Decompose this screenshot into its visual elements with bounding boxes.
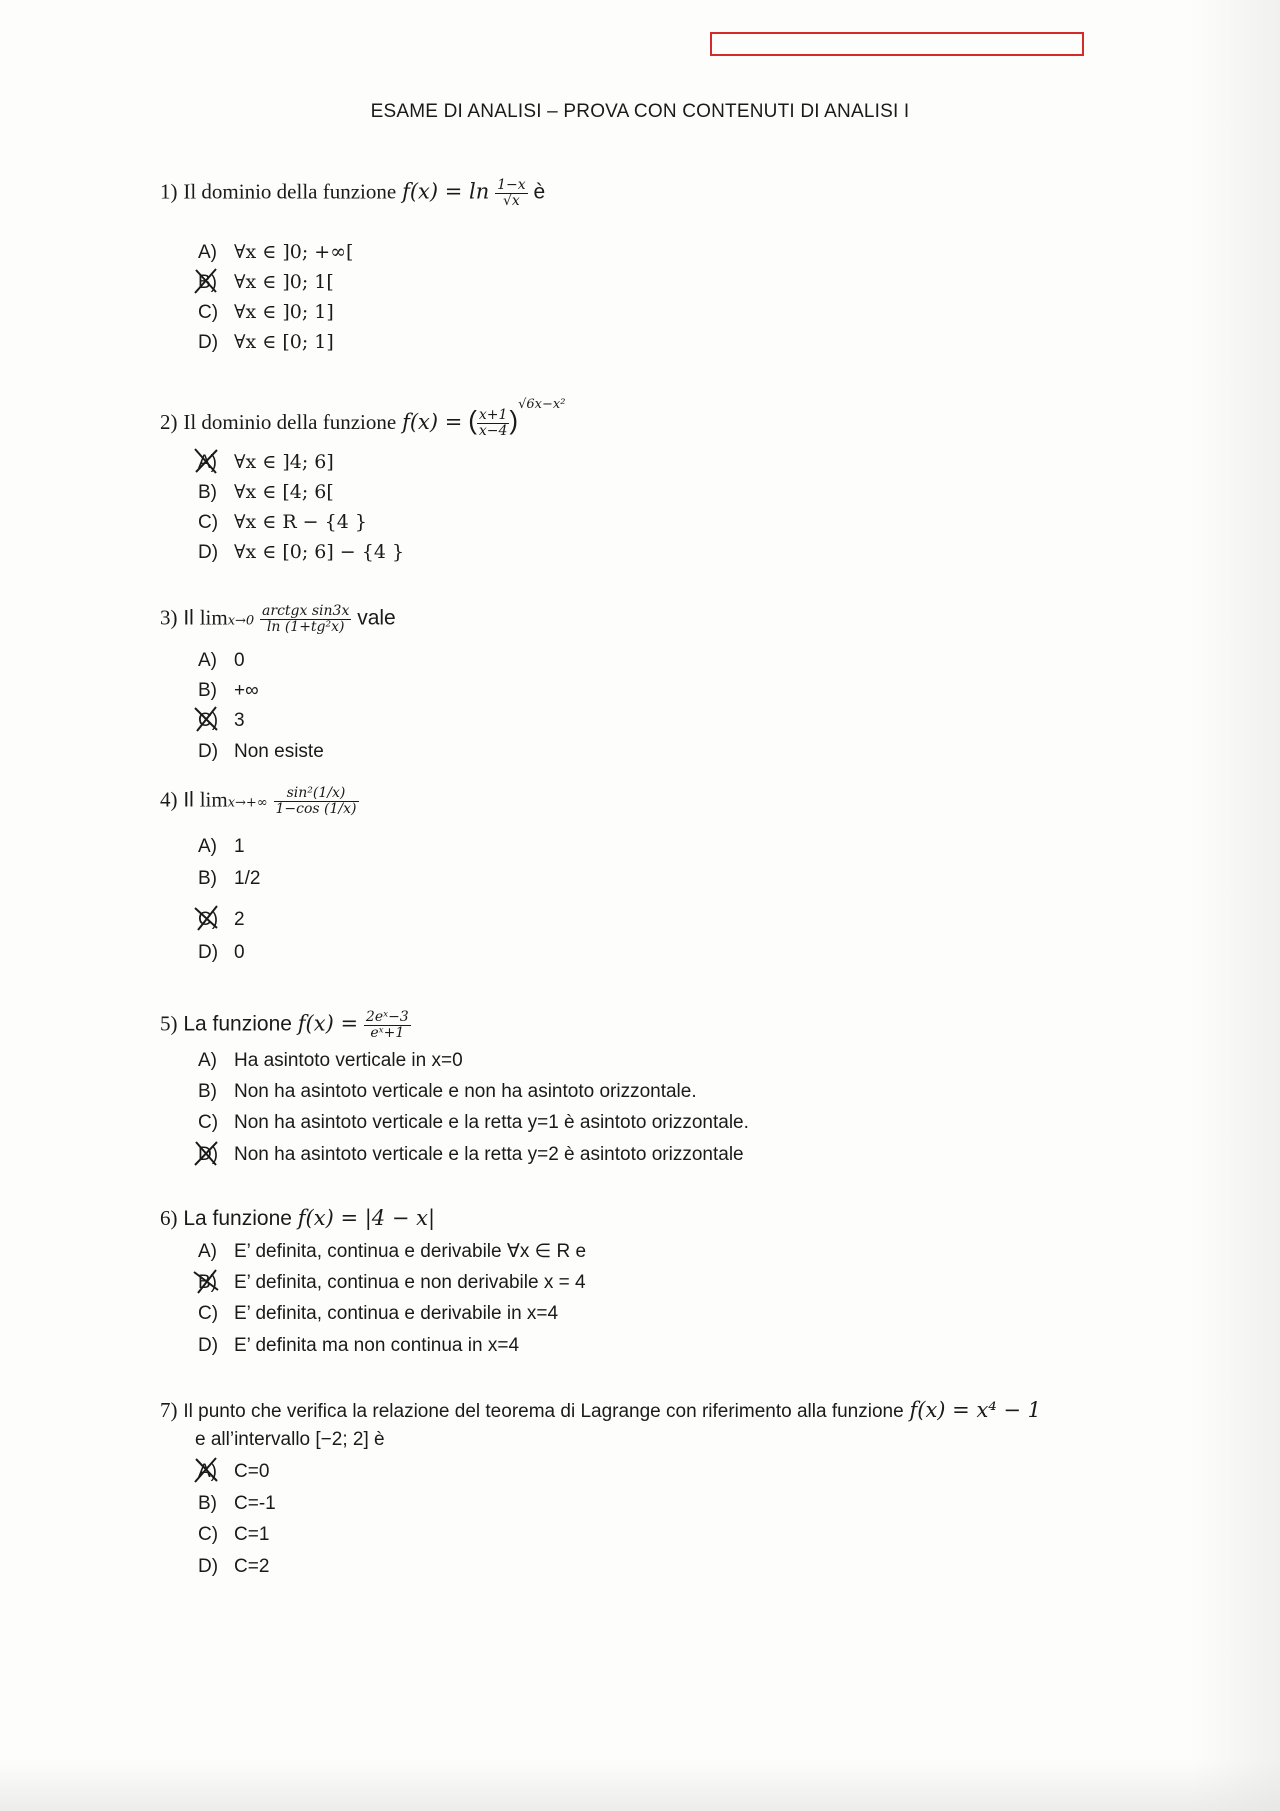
option-5b[interactable]: B) Non ha asintoto verticale e non ha asintoto orizzontale. <box>198 1081 697 1102</box>
option-4c[interactable]: C) 2 <box>198 909 245 931</box>
option-2d[interactable]: D) ∀x ∈ [0; 6] − {4 } <box>198 541 405 563</box>
option-4a[interactable]: A) 1 <box>198 836 245 857</box>
option-7b[interactable]: B) C=-1 <box>198 1493 276 1514</box>
fraction: $\frac{x+1}{x-4}$ <box>478 407 508 439</box>
name-field-box <box>710 32 1084 56</box>
question-7-line2: e all’intervallo [−2; 2] è <box>195 1429 385 1450</box>
option-3b[interactable]: B) +∞ <box>198 680 259 701</box>
option-1c[interactable]: C) ∀x ∈ ]0; 1] <box>198 301 334 323</box>
option-4b[interactable]: B) 1/2 <box>198 868 261 889</box>
option-1b[interactable]: B) ∀x ∈ ]0; 1[ <box>198 271 334 294</box>
option-2a[interactable]: A) ∀x ∈ ]4; 6] <box>198 451 334 474</box>
option-7d[interactable]: D) C=2 <box>198 1556 270 1577</box>
scan-edge-shade <box>1190 0 1280 1811</box>
option-1d[interactable]: D) ∀x ∈ [0; 1] <box>198 331 334 353</box>
option-7a[interactable]: A) C=0 <box>198 1461 269 1483</box>
question-number: 1) <box>160 179 178 204</box>
exponent: √6x−x² <box>518 397 566 412</box>
option-5d[interactable]: D) Non ha asintoto verticale e la retta y=2 è asintoto orizzontale <box>198 1144 744 1166</box>
option-2b[interactable]: B) ∀x ∈ [4; 6[ <box>198 481 334 503</box>
question-1: 1) Il dominio della funzione f(x) = ln $\frac{1-x}{√x}$ è <box>160 177 546 209</box>
fraction: $\frac{\text{arctgx sin3x}}{\text{ln (1+tg²x)}}$ <box>262 603 350 635</box>
option-7c[interactable]: C) C=1 <box>198 1524 270 1545</box>
fraction: $\frac{\text{sin²(1/x)}}{1-\cos (1/x)}$ <box>275 785 357 817</box>
option-3c[interactable]: C) 3 <box>198 710 245 732</box>
option-6b[interactable]: B) E’ definita, continua e non derivabile x = 4 <box>198 1272 586 1294</box>
fraction: $\frac{\text{2eˣ−3}}{\text{eˣ+1}}$ <box>365 1009 409 1041</box>
question-text: Il dominio della funzione <box>183 179 397 204</box>
question-6: 6) La funzione f(x) = |4 − x| <box>160 1206 436 1230</box>
question-4: 4) Il limx→+∞ $\frac{\text{sin²(1/x)}}{1-\cos (1/x)}$ <box>160 785 357 817</box>
formula: f(x) = ln <box>402 179 490 204</box>
question-7: 7) Il punto che verifica la relazione del teorema di Lagrange con riferimento alla funzione f(x) = x⁴ − 1 <box>160 1398 1042 1422</box>
question-2: 2) Il dominio della funzione f(x) = ( $\frac{x+1}{x-4}$ )$^{√6x-x^2}$ <box>160 397 566 439</box>
option-5a[interactable]: A) Ha asintoto verticale in x=0 <box>198 1050 463 1071</box>
option-3d[interactable]: D) Non esiste <box>198 741 324 762</box>
option-6d[interactable]: D) E’ definita ma non continua in x=4 <box>198 1335 520 1356</box>
option-1a[interactable]: A) ∀x ∈ ]0; +∞[ <box>198 241 354 263</box>
option-3a[interactable]: A) 0 <box>198 650 245 671</box>
option-6a[interactable]: A) E’ definita, continua e derivabile ∀x ∈ R e <box>198 1241 587 1262</box>
option-6c[interactable]: C) E’ definita, continua e derivabile in x=4 <box>198 1303 559 1324</box>
question-3: 3) Il limx→0 $\frac{\text{arctgx sin3x}}{\text{ln (1+tg²x)}}$ vale <box>160 603 396 635</box>
fraction: $\frac{1-x}{√x}$ <box>497 177 526 209</box>
option-5c[interactable]: C) Non ha asintoto verticale e la retta y=1 è asintoto orizzontale. <box>198 1112 749 1133</box>
option-2c[interactable]: C) ∀x ∈ R − {4 } <box>198 511 367 533</box>
exam-title: ESAME DI ANALISI – PROVA CON CONTENUTI DI ANALISI I <box>370 101 910 122</box>
scan-bottom-shade <box>0 1761 1280 1811</box>
option-4d[interactable]: D) 0 <box>198 942 245 963</box>
question-5: 5) La funzione f(x) = $\frac{\text{2eˣ−3}}{\text{eˣ+1}}$ <box>160 1009 409 1041</box>
